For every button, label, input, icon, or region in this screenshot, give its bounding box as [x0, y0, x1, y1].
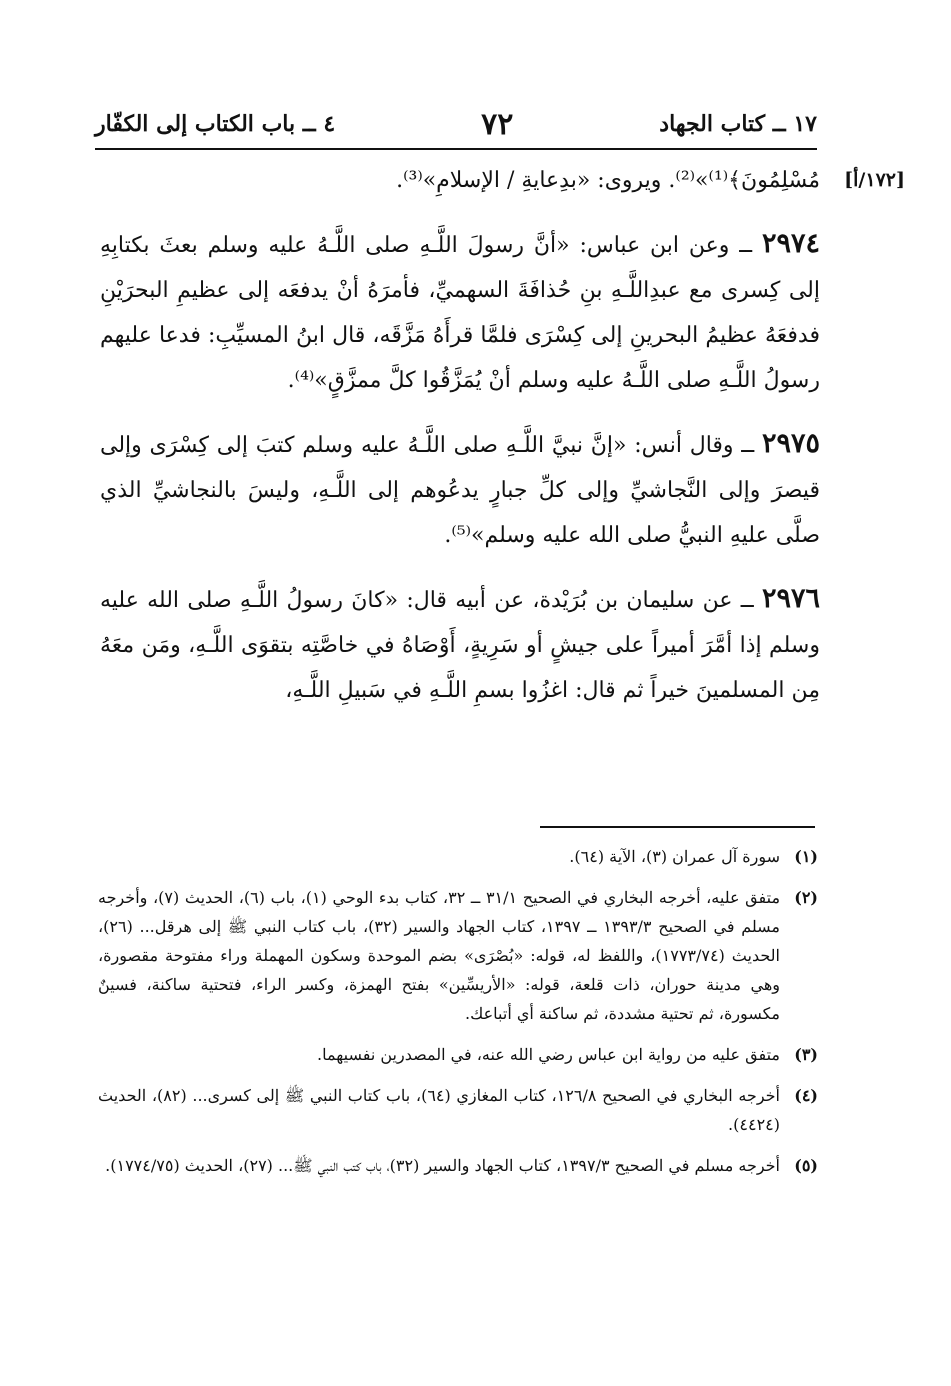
page-number: ٧٢ — [481, 106, 514, 142]
running-header — [95, 100, 817, 148]
section-title: ٤ ــ باب الكتاب إلى الكفّار — [95, 111, 336, 137]
header-divider — [95, 148, 817, 150]
main-text — [100, 158, 905, 731]
footnote-divider — [540, 826, 815, 828]
hadith-number: ٢٩٧٦ — [761, 583, 820, 614]
footnotes — [98, 842, 818, 1192]
hadith-text: ــ وقال أنس: «إنَّ نبيَّ اللَّـهِ صلى اللَّـهُ عليه وسلم كتبَ إلى كِسْرَى وإلى قيصرَ وإلى النَّجاشيِّ وإلى كلِّ جبارٍ يدعُوهم إلى اللَّـهِ، وليسَ بالنجاشيِّ الذي صلَّى عليهِ النبيُّ صلى الله عليه وسلم»⁽⁵⁾. — [100, 433, 820, 548]
hadith-text: ــ عن سليمان بن بُرَيْدة، عن أبيه قال: «كانَ رسولُ اللَّـهِ صلى الله عليه وسلم إذا أمَّرَ أميراً على جيشٍ أو سَرِيةٍ، أَوْصَاهُ في خاصَّتِه بتقوَى اللَّـهِ، ومَن معَهُ مِن المسلمينَ خيراً ثم قال: اغزُوا بسمِ اللَّـهِ في سَبيلِ اللَّـهِ، — [100, 588, 820, 703]
footnote-text: أخرجه مسلم في الصحيح ١٣٩٧/٣، كتاب الجهاد والسير (٣٢)، باب كتب النبي ﷺ... (٢٧)، الحديث (١٧٧٤/٧٥). — [105, 1156, 780, 1175]
footnote-number: (٥) — [794, 1156, 818, 1175]
continuation-paragraph — [100, 158, 905, 203]
hadith-number: ٢٩٧٤ — [761, 228, 820, 259]
continuation-text: مُسْلِمُونَ﴾⁽¹⁾»⁽²⁾. ويروى: «بدِعايةِ / الإسلامِ»⁽³⁾. — [396, 168, 820, 193]
footnote — [98, 1040, 818, 1069]
footnote — [98, 842, 818, 871]
footnote — [98, 1151, 818, 1180]
footnote-text: سورة آل عمران (٣)، الآية (٦٤). — [569, 847, 780, 866]
hadith-text: ــ وعن ابن عباس: «أنَّ رسولَ اللَّـهِ صلى اللَّـهُ عليه وسلم بعثَ بكتابِهِ إلى كِسرى مع عبدِاللَّـهِ بنِ حُذافَةَ السهميِّ، فأمرَهُ أنْ يدفعَه إلى عظيمِ البحرَيْنِ فدفعَهُ عظيمُ البحرينِ إلى كِسْرَى فلمَّا قرأَهُ مَزَّقَه، قال ابنُ المسيِّبِ: فدعا عليهم رسولُ اللَّـهِ صلى اللَّـهُ عليه وسلم أنْ يُمَزَّقُوا كلَّ ممزَّقٍ»⁽⁴⁾. — [100, 233, 820, 393]
hadith-paragraph — [100, 421, 820, 558]
hadith-paragraph — [100, 576, 820, 713]
manuscript-folio-marker: [١٧٢/أ] — [844, 169, 905, 191]
footnote-number: (٣) — [794, 1045, 818, 1064]
footnote-number: (١) — [794, 847, 818, 866]
footnote-text: متفق عليه من رواية ابن عباس رضي الله عنه، في المصدرين نفسيهما. — [317, 1045, 780, 1064]
footnote — [98, 1081, 818, 1139]
hadith-paragraph — [100, 221, 820, 403]
footnote-text: متفق عليه، أخرجه البخاري في الصحيح ٣١/١ ــ ٣٢، كتاب بدء الوحي (١)، باب (٦)، الحديث (٧)، وأخرجه مسلم في الصحيح ١٣٩٣/٣ ــ ١٣٩٧، كتاب الجهاد والسير (٣٢)، باب كتاب النبي ﷺ إلى هرقل... (٢٦)، الحديث (١٧٧٣/٧٤)، واللفظ له، قوله: «بُصْرَى» بضم الموحدة وسكون المهملة وراء مفتوحة مقصورة، وهي مدينة حوران، ذات قلعة، قوله: «الأريسِّين» بفتح الهمزة، وكسر الراء، فتحتية ساكنة، فسينٌ مكسورة، ثم تحتية مشددة، ثم ساكنة أي أتباعك. — [98, 888, 781, 1023]
footnote-text: أخرجه البخاري في الصحيح ١٢٦/٨، كتاب المغازي (٦٤)، باب كتاب النبي ﷺ إلى كسرى... (٨٢)، الحديث (٤٤٢٤). — [98, 1086, 780, 1134]
footnote-number: (٢) — [794, 888, 818, 907]
hadith-number: ٢٩٧٥ — [761, 428, 820, 459]
footnote — [98, 883, 818, 1028]
chapter-title: ١٧ ــ كتاب الجهاد — [659, 111, 817, 137]
footnote-number: (٤) — [794, 1086, 818, 1105]
